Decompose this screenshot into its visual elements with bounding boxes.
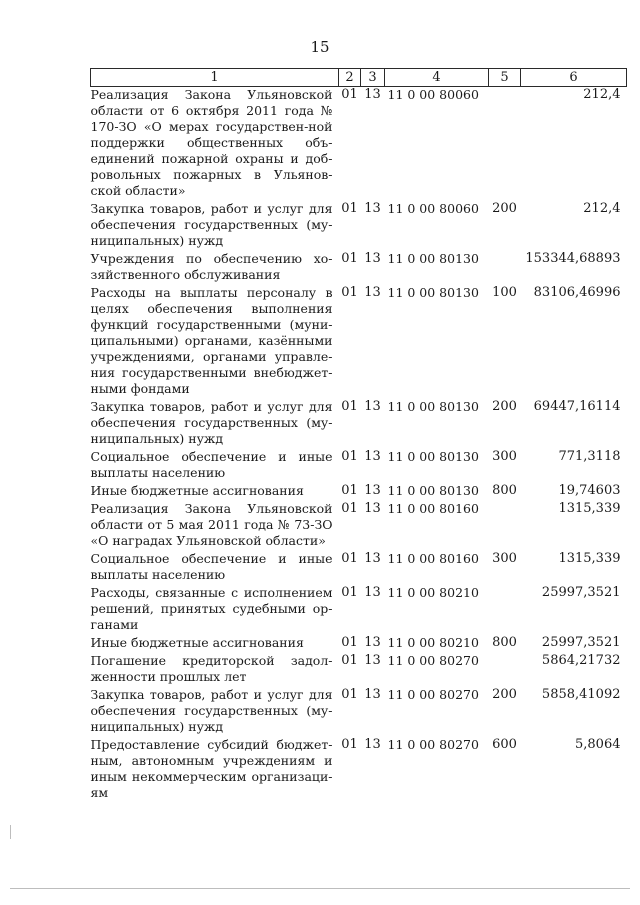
row-expense-type: 200 <box>492 399 517 414</box>
row-name: Предоставление субсидий бюджет-ным, автономным учреждениям и иным некоммерческим организаци-ям <box>90 737 333 800</box>
row-amount: 5,8064 <box>575 737 621 752</box>
row-expense-type: 100 <box>492 285 517 300</box>
row-gr-code: 01 <box>341 737 358 752</box>
row-section-code: 13 <box>364 251 381 266</box>
header-col-1: 1 <box>91 69 339 87</box>
row-amount: 25997,3521 <box>541 585 621 600</box>
row-expense-type: 800 <box>492 635 517 650</box>
row-expense-type: 200 <box>492 687 517 702</box>
left-edge-mark <box>10 825 11 839</box>
table-row <box>91 251 627 285</box>
row-article-code: 11 0 00 80130 <box>387 483 479 498</box>
table-row <box>91 285 627 399</box>
row-expense-type: 200 <box>492 201 517 216</box>
page-number: 15 <box>310 38 330 56</box>
header-col-6: 6 <box>521 69 627 87</box>
row-article-code: 11 0 00 80130 <box>387 285 479 300</box>
row-section-code: 13 <box>364 737 381 752</box>
row-amount: 212,4 <box>583 87 621 102</box>
row-amount: 19,74603 <box>558 483 621 498</box>
table-row <box>91 687 627 737</box>
row-gr-code: 01 <box>341 653 358 668</box>
row-gr-code: 01 <box>341 585 358 600</box>
row-expense-type <box>489 251 521 285</box>
row-amount: 83106,46996 <box>533 285 621 300</box>
row-name: Расходы на выплаты персоналу в целях обеспечения выполнения функций государственными (муни-ципальными) органами, казёнными учреждениями, органами управле-ния государственными внебюджет-ными фондами <box>90 285 333 396</box>
row-name: Социальное обеспечение и иные выплаты населению <box>90 449 333 480</box>
row-expense-type <box>489 585 521 635</box>
row-expense-type: 300 <box>492 551 517 566</box>
table-row <box>91 737 627 803</box>
bottom-edge-line <box>10 888 630 889</box>
row-name: Учреждения по обеспечению хо-зяйственного обслуживания <box>90 251 333 282</box>
row-article-code: 11 0 00 80060 <box>387 87 479 102</box>
row-section-code: 13 <box>364 449 381 464</box>
row-article-code: 11 0 00 80270 <box>387 687 479 702</box>
header-col-5: 5 <box>489 69 521 87</box>
row-article-code: 11 0 00 80270 <box>387 653 479 668</box>
row-section-code: 13 <box>364 551 381 566</box>
row-gr-code: 01 <box>341 483 358 498</box>
row-amount: 25997,3521 <box>541 635 621 650</box>
header-col-4: 4 <box>385 69 489 87</box>
row-section-code: 13 <box>364 687 381 702</box>
row-name: Иные бюджетные ассигнования <box>90 483 304 498</box>
row-name: Реализация Закона Ульяновской области от 5 мая 2011 года № 73-ЗО «О наградах Ульяновской области» <box>90 501 333 548</box>
row-amount: 1315,339 <box>558 501 621 516</box>
row-gr-code: 01 <box>341 501 358 516</box>
row-amount: 153344,68893 <box>525 251 621 266</box>
table-row <box>91 449 627 483</box>
row-gr-code: 01 <box>341 285 358 300</box>
row-name: Закупка товаров, работ и услуг для обеспечения государственных (му-ниципальных) нужд <box>90 399 333 446</box>
row-expense-type <box>489 501 521 551</box>
row-section-code: 13 <box>364 285 381 300</box>
row-name: Реализация Закона Ульяновской области от 6 октября 2011 года № 170-ЗО «О мерах государствен-ной поддержки общественных объ-единений пожарной охраны и доб-ровольных пожарных в Ульянов-ской области» <box>90 87 333 198</box>
row-expense-type <box>489 87 521 202</box>
row-name: Закупка товаров, работ и услуг для обеспечения государственных (му-ниципальных) нужд <box>90 201 333 248</box>
budget-table <box>90 68 627 803</box>
row-section-code: 13 <box>364 87 381 102</box>
table-row <box>91 653 627 687</box>
row-gr-code: 01 <box>341 635 358 650</box>
row-gr-code: 01 <box>341 449 358 464</box>
row-amount: 5864,21732 <box>541 653 621 668</box>
row-section-code: 13 <box>364 653 381 668</box>
table-row <box>91 483 627 501</box>
header-col-2: 2 <box>339 69 361 87</box>
row-amount: 69447,16114 <box>533 399 621 414</box>
row-section-code: 13 <box>364 501 381 516</box>
row-expense-type: 800 <box>492 483 517 498</box>
table-body <box>91 87 627 804</box>
table-row <box>91 399 627 449</box>
table-row <box>91 585 627 635</box>
row-name: Расходы, связанные с исполнением решений, принятых судебными ор-ганами <box>90 585 333 632</box>
row-name: Закупка товаров, работ и услуг для обеспечения государственных (му-ниципальных) нужд <box>90 687 333 734</box>
row-section-code: 13 <box>364 399 381 414</box>
row-expense-type: 600 <box>492 737 517 752</box>
row-name: Погашение кредиторской задол-женности прошлых лет <box>90 653 333 684</box>
row-article-code: 11 0 00 80210 <box>387 635 479 650</box>
row-section-code: 13 <box>364 585 381 600</box>
row-article-code: 11 0 00 80160 <box>387 551 479 566</box>
table-row <box>91 201 627 251</box>
table-header-row <box>91 69 627 87</box>
row-article-code: 11 0 00 80210 <box>387 585 479 600</box>
row-article-code: 11 0 00 80130 <box>387 449 479 464</box>
row-section-code: 13 <box>364 201 381 216</box>
row-amount: 1315,339 <box>558 551 621 566</box>
row-section-code: 13 <box>364 635 381 650</box>
row-amount: 771,3118 <box>558 449 621 464</box>
table-row <box>91 501 627 551</box>
row-gr-code: 01 <box>341 687 358 702</box>
row-gr-code: 01 <box>341 201 358 216</box>
row-gr-code: 01 <box>341 551 358 566</box>
table-row <box>91 551 627 585</box>
row-section-code: 13 <box>364 483 381 498</box>
row-article-code: 11 0 00 80270 <box>387 737 479 752</box>
row-gr-code: 01 <box>341 399 358 414</box>
row-name: Иные бюджетные ассигнования <box>90 635 304 650</box>
table-row <box>91 635 627 653</box>
row-article-code: 11 0 00 80060 <box>387 201 479 216</box>
row-expense-type: 300 <box>492 449 517 464</box>
row-gr-code: 01 <box>341 251 358 266</box>
row-article-code: 11 0 00 80130 <box>387 251 479 266</box>
row-amount: 212,4 <box>583 201 621 216</box>
table-row <box>91 87 627 202</box>
row-amount: 5858,41092 <box>541 687 621 702</box>
row-expense-type <box>489 653 521 687</box>
header-col-3: 3 <box>361 69 385 87</box>
row-gr-code: 01 <box>341 87 358 102</box>
row-article-code: 11 0 00 80130 <box>387 399 479 414</box>
row-article-code: 11 0 00 80160 <box>387 501 479 516</box>
row-name: Социальное обеспечение и иные выплаты населению <box>90 551 333 582</box>
